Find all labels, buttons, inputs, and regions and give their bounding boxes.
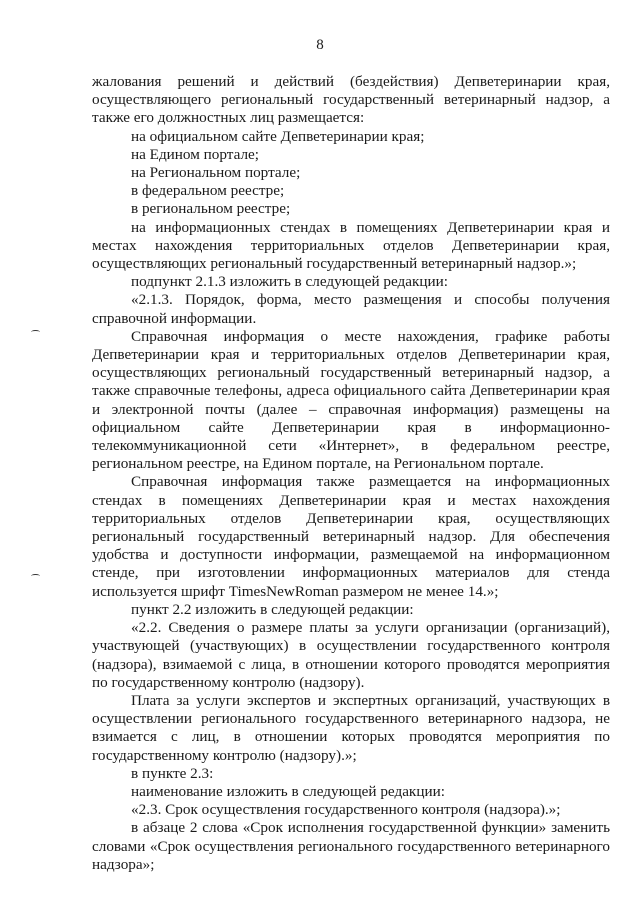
list-item-federal-registry: в федеральном реестре; xyxy=(131,182,285,200)
paragraph-expert-fees: Плата за услуги экспертов и экспертных организаций, участвующих в осуществлении регионального государственного ветеринарного надзора, не взимается с лиц, в отношении которых проводятся мероприятия по государственному контролю (надзору).»; xyxy=(92,691,610,764)
list-item-unified-portal: на Едином портале; xyxy=(131,145,259,163)
paragraph-subclause-213-intro: подпункт 2.1.3 изложить в следующей редакции: xyxy=(131,273,448,291)
paragraph-clause-23-title: «2.3. Срок осуществления государственного контроля (надзора).»; xyxy=(131,801,561,819)
paragraph-complaints-continuation: жалования решений и действий (бездействия) Депветеринарии края, осуществляющего региональный государственный ветеринарный надзор, а также его должностных лиц размещается: xyxy=(92,73,610,127)
paragraph-reference-info: Справочная информация о месте нахождения, графике работы Депветеринарии края и территориальных отделов Депветеринарии края, осуществляющих региональный государственный ветеринарный надзор, а также справочные телефоны, адреса официального сайта Депветеринарии края и электронной почты (далее – справочная информация) размещены на официальном сайте Депветеринарии края в информационно-телекоммуникационной сети «Интернет», в федеральном реестре, региональном реестре, на Едином портале, на Региональном портале. xyxy=(92,327,610,473)
paragraph-paragraph2-replacement: в абзаце 2 слова «Срок исполнения государственной функции» заменить словами «Срок осуществления регионального государственного ветеринарного надзора»; xyxy=(92,819,610,873)
list-item-regional-portal: на Региональном портале; xyxy=(131,164,301,182)
page-number: 8 xyxy=(316,37,324,53)
paragraph-subclause-213-title: «2.1.3. Порядок, форма, место размещения и способы получения справочной информации. xyxy=(92,291,610,327)
paragraph-reference-info-stands: Справочная информация также размещается на информационных стендах в помещениях Депветеринарии края и местах нахождения территориальных отделов Депветеринарии края, осуществляющих региональный государственный ветеринарный надзор. Для обеспечения удобства и доступности информации, размещаемой на информационном стенде, при изготовлении информационных материалов для стенда используется шрифт TimesNewRoman размером не менее 14.»; xyxy=(92,473,610,600)
document-body xyxy=(92,73,610,874)
margin-hole-mark-top xyxy=(31,330,40,334)
paragraph-name-change: наименование изложить в следующей редакции: xyxy=(131,782,445,800)
margin-hole-mark-bottom xyxy=(31,574,40,578)
paragraph-clause-22-title: «2.2. Сведения о размере платы за услуги организации (организаций), участвующей (участвующих) в осуществлении государственного контроля (надзора), взимаемой с лица, в отношении которого проводятся мероприятия по государственному контролю (надзору). xyxy=(92,619,610,691)
list-item-regional-registry: в региональном реестре; xyxy=(131,200,291,218)
list-item-info-stands: на информационных стендах в помещениях Депветеринарии края и местах нахождения территориальных отделов Депветеринарии края, осуществляющих региональный государственный ветеринарный надзор.»; xyxy=(92,218,610,273)
list-item-official-site: на официальном сайте Депветеринарии края; xyxy=(131,127,425,145)
paragraph-clause-22-intro: пункт 2.2 изложить в следующей редакции: xyxy=(131,600,414,618)
paragraph-clause-23-intro: в пункте 2.3: xyxy=(131,764,214,782)
